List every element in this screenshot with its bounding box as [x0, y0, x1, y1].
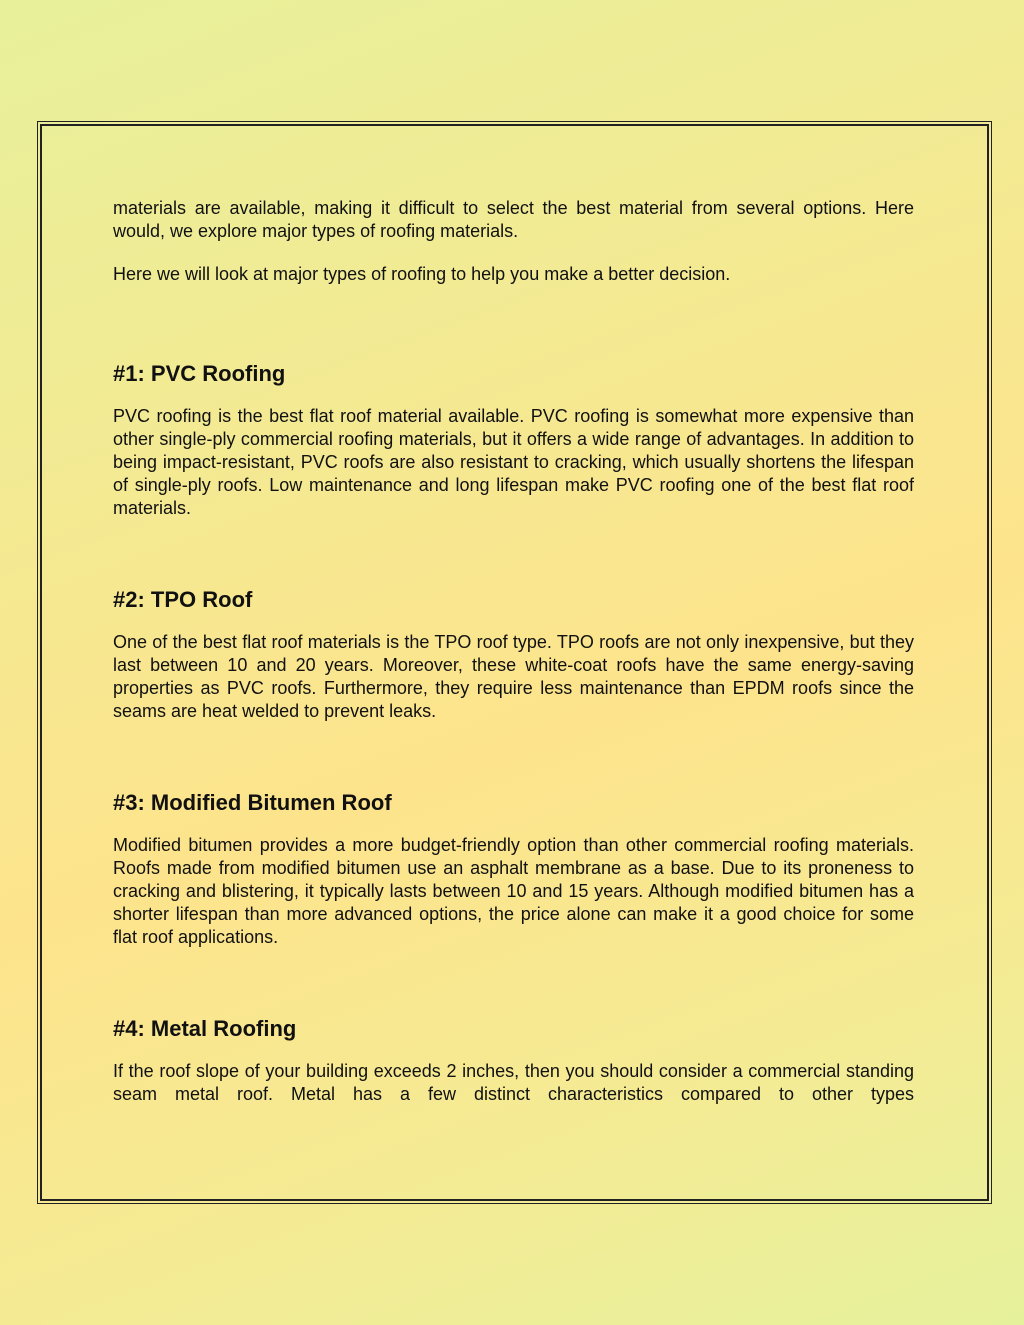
section-heading-pvc-roofing: #1: PVC Roofing: [113, 361, 286, 386]
section-body-pvc-roofing: PVC roofing is the best flat roof material available. PVC roofing is somewhat more expensive than other single-ply commercial roofing materials, but it offers a wide range of advantages. In addition to being impact-resistant, PVC roofs are also resistant to cracking, which usually shortens the lifespan of single-ply roofs. Low maintenance and long lifespan make PVC roofing one of the best flat roof materials.: [113, 406, 914, 518]
document-content: [113, 197, 914, 1106]
section-body-modified-bitumen-roof: Modified bitumen provides a more budget-friendly option than other commercial roofing materials. Roofs made from modified bitumen use an asphalt membrane as a base. Due to its proneness to cracking and blistering, it typically lasts between 10 and 15 years. Although modified bitumen has a shorter lifespan than more advanced options, the price alone can make it a good choice for some flat roof applications.: [113, 835, 914, 947]
section-heading-modified-bitumen-roof: #3: Modified Bitumen Roof: [113, 790, 392, 815]
intro-paragraph: materials are available, making it difficult to select the best material from several options. Here would, we explore major types of roofing materials.: [113, 198, 914, 241]
section-body-metal-roofing: If the roof slope of your building exceeds 2 inches, then you should consider a commercial standing seam metal roof. Metal has a few distinct characteristics compared to other types: [113, 1061, 914, 1104]
section-body-tpo-roof: One of the best flat roof materials is the TPO roof type. TPO roofs are not only inexpensive, but they last between 10 and 20 years. Moreover, these white-coat roofs have the same energy-saving properties as PVC roofs. Furthermore, they require less maintenance than EPDM roofs since the seams are heat welded to prevent leaks.: [113, 632, 914, 721]
section-heading-tpo-roof: #2: TPO Roof: [113, 587, 253, 612]
section-heading-metal-roofing: #4: Metal Roofing: [113, 1016, 297, 1041]
intro-paragraph: Here we will look at major types of roofing to help you make a better decision.: [113, 264, 731, 284]
